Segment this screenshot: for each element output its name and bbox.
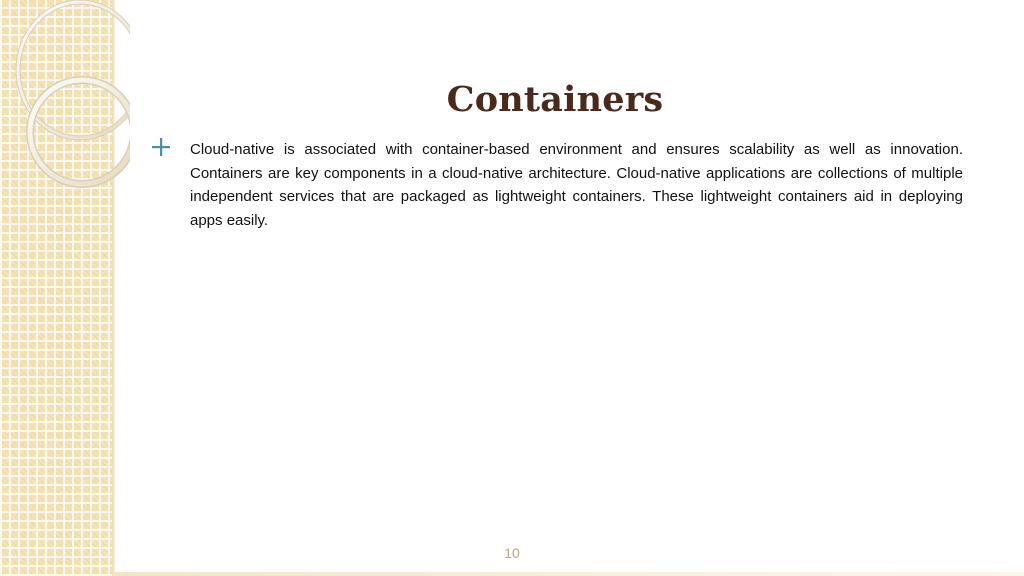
slide-title: Containers [446,79,664,121]
decorative-rings-icon [0,0,130,240]
bullet-item [150,138,965,232]
page-number: 10 [504,545,520,561]
bullet-text: Cloud-native is associated with container-based environment and ensures scalability as well as innovation. Containers are key components in a cloud-native architecture. Cloud-native applications are collections of multiple independent services that are packaged as lightweight containers. These lightweight containers aid in deploying apps easily. [190,141,963,229]
bottom-strip [113,572,1024,576]
plus-icon [150,136,172,158]
